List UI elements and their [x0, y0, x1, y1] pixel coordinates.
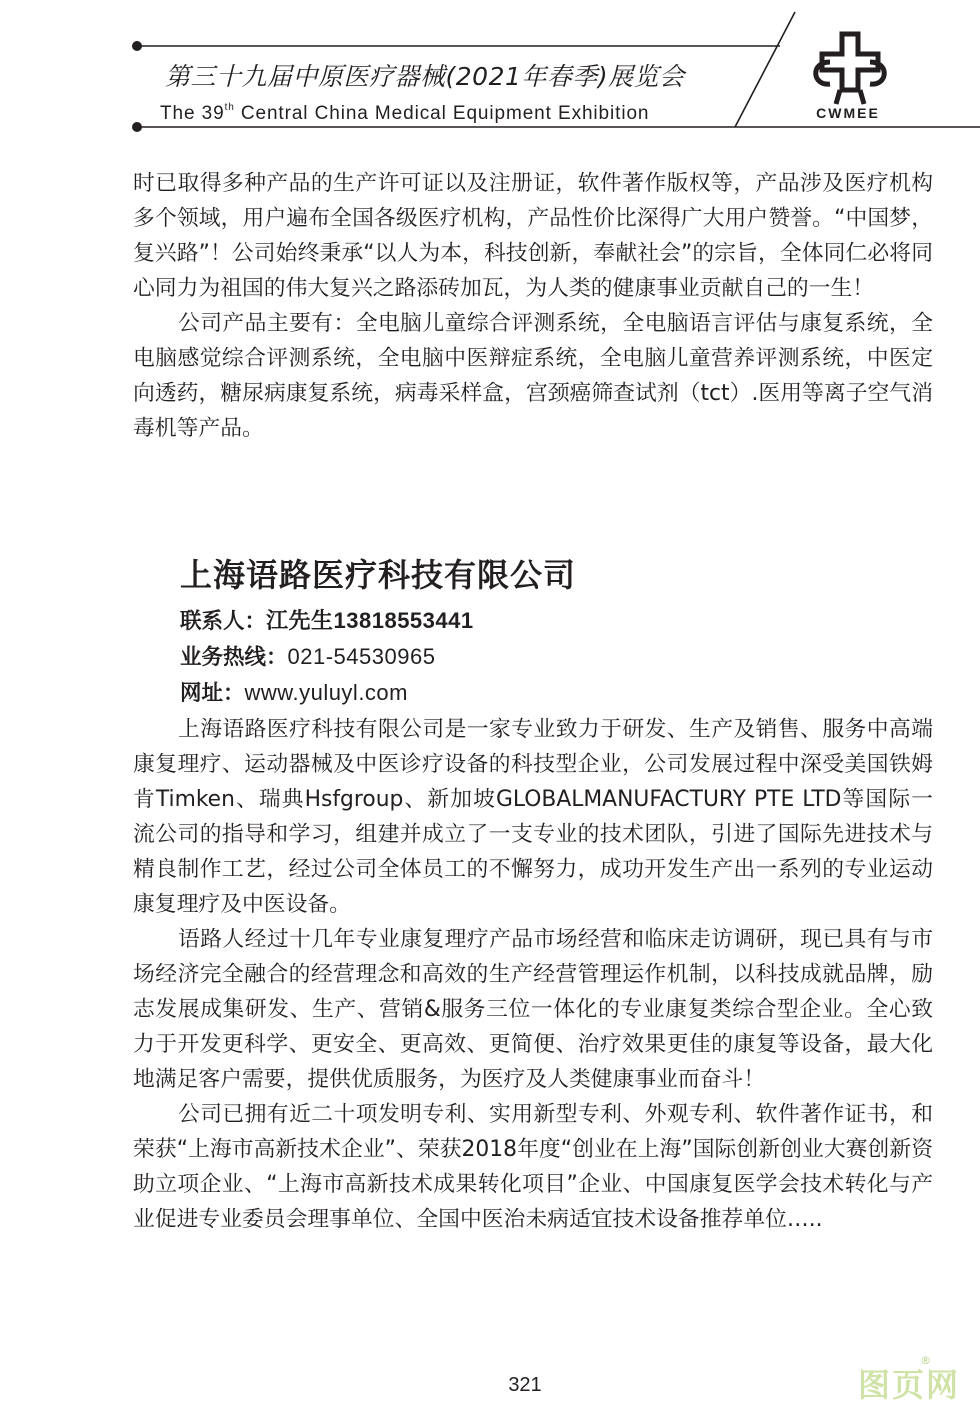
intro-paragraph: 时已取得多种产品的生产许可证以及注册证，软件著作版权等，产品涉及医疗机构多个领域，用户遍布全国各级医疗机构，产品性价比深得广大用户赞誉。“中国梦，复兴路”！公司始终秉承“以人为本，科技创新，奉献社会”的宗旨，全体同仁必将同心同力为祖国的伟大复兴之路添砖加瓦，为人类的健康事业贡献自己的一生！: [133, 171, 933, 301]
intro-paragraph: 公司产品主要有：全电脑儿童综合评测系统，全电脑语言评估与康复系统，全电脑感觉综合评测系统，全电脑中医辩症系统，全电脑儿童营养评测系统，中医定向透药，糖尿病康复系统，病毒采样盒，宫颈癌筛查试剂（tct）.医用等离子空气消毒机等产品。: [133, 311, 933, 441]
registered-mark: ®: [920, 1354, 931, 1367]
intro-section: [133, 166, 933, 446]
page-header: [0, 0, 980, 140]
watermark-text: 图页网: [858, 1366, 961, 1404]
website: 网址：www.yuluyl.com: [180, 680, 408, 706]
watermark: [858, 1354, 978, 1404]
company-paragraph: 上海语路医疗科技有限公司是一家专业致力于研发、生产及销售、服务中高端康复理疗、运动器械及中医诊疗设备的科技型企业，公司发展过程中深受美国铁姆肯Timken、瑞典Hsfgroup、新加坡GLOBALMANUFACTURY PTE LTD等国际一流公司的指导和学习，组建并成立了一支专业的技术团队，引进了国际先进技术与精良制作工艺，经过公司全体员工的不懈努力，成功开发生产出一系列的专业运动康复理疗及中医设备。: [133, 717, 933, 917]
company-paragraph: 语路人经过十几年专业康复理疗产品市场经营和临床走访调研，现已具有与市场经济完全融合的经营理念和高效的生产经营管理运作机制，以科技成就品牌，励志发展成集研发、生产、营销&服务三位一体化的专业康复类综合型企业。全心致力于开发更科学、更安全、更高效、更简便、治疗效果更佳的康复等设备，最大化地满足客户需要，提供优质服务，为医疗及人类健康事业而奋斗！: [133, 927, 933, 1092]
company-description: [133, 712, 933, 1237]
exhibition-title-cn: 第三十九届中原医疗器械(2021年春季)展览会: [165, 62, 685, 91]
contact-person: 联系人：江先生13818553441: [180, 608, 474, 634]
company-name: 上海语路医疗科技有限公司: [180, 556, 577, 594]
logo-text: CWMEE: [816, 105, 880, 121]
exhibition-title-en: The 39th Central China Medical Equipment Exhibition: [160, 102, 650, 124]
business-hotline: 业务热线：021-54530965: [180, 644, 436, 670]
company-paragraph: 公司已拥有近二十项发明专利、实用新型专利、外观专利、软件著作证书，和荣获“上海市高新技术企业”、荣获2018年度“创业在上海”国际创新创业大赛创新资助立项企业、“上海市高新技术成果转化项目”企业、中国康复医学会技术转化与产业促进专业委员会理事单位、全国中医治未病适宜技术设备推荐单位…..: [133, 1102, 933, 1232]
page-number: 321: [508, 1374, 542, 1396]
